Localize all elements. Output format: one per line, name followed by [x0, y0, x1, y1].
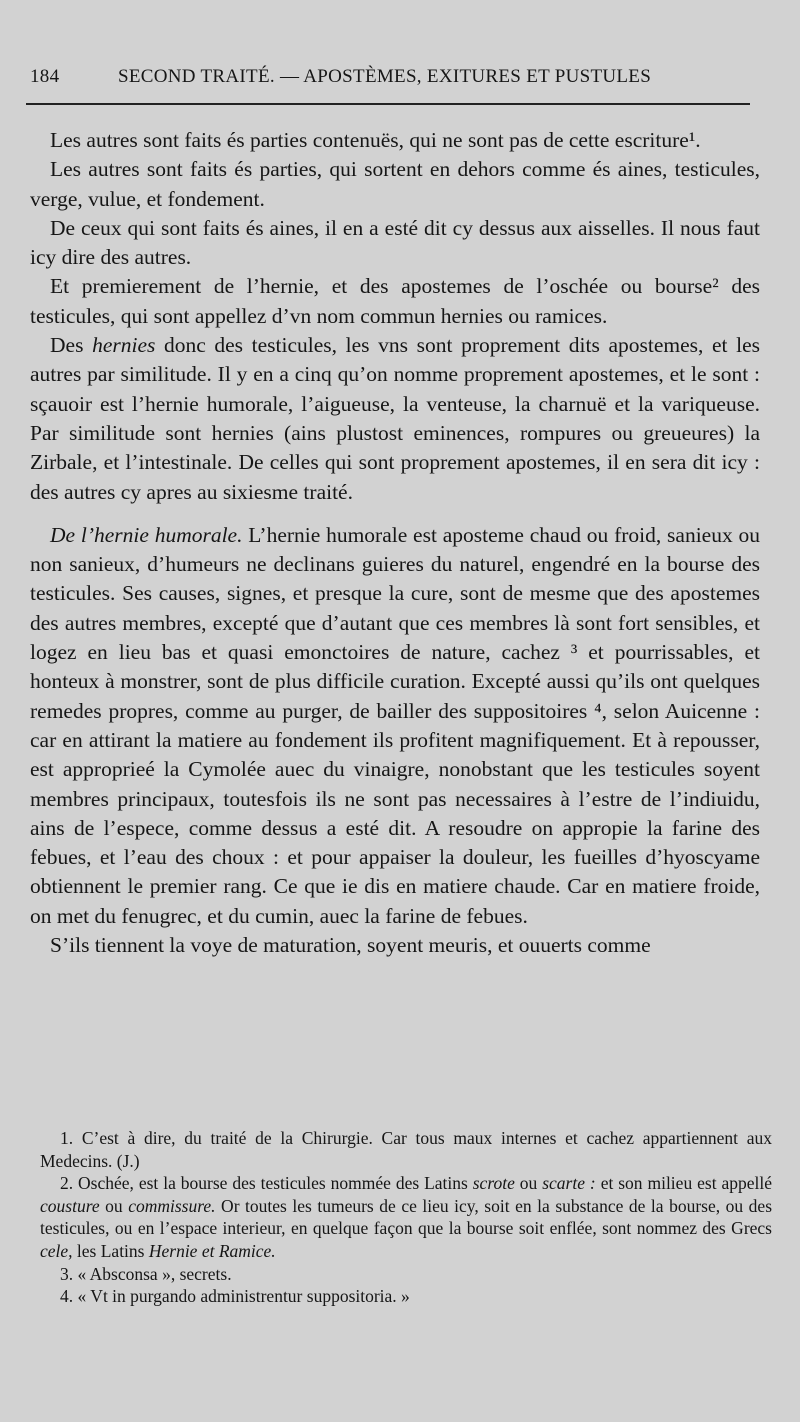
italic-term: cele, — [40, 1240, 73, 1261]
paragraph: Et premierement de l’hernie, et des apostemes de l’oschée ou bourse² des testicules, qui sont appellez d’vn nom commun hernies ou ramices. — [30, 274, 760, 328]
running-title: SECOND TRAITÉ. — APOSTÈMES, EXITURES ET PUSTULES — [118, 66, 652, 87]
paragraph — [30, 521, 760, 931]
italic-term: scarte : — [542, 1173, 596, 1194]
text-run: et son milieu est appellé — [595, 1173, 773, 1194]
paragraph: Les autres sont faits és parties, qui sortent en dehors comme és aines, testicules, verge, vulue, et fondement. — [30, 157, 760, 211]
italic-term: Hernie et Ramice. — [148, 1240, 276, 1261]
header-rule — [26, 103, 750, 105]
paragraph: S’ils tiennent la voye de maturation, soyent meuris, et ouuerts comme — [50, 933, 651, 958]
italic-term: commissure. — [128, 1195, 216, 1216]
paragraph — [30, 331, 760, 507]
footnote-1: 1. C’est à dire, du traité de la Chirurgie. Car tous maux internes et cachez appartiennent aux Medecins. (J.) — [40, 1128, 772, 1171]
text-run: donc des testicules, les vns sont proprement dits apostemes, et les autres par similitude. Il y en a cinq qu’on nomme proprement apostemes, et le sont : sçauoir est l’hernie humorale, l’aigueuse, la venteuse, la charnuë et la variqueuse. Par similitude sont hernies (ains plustost eminences, rompures ou greueures) la Zirbale, et l’intestinale. De celles qui sont proprement apostemes, il en sera dit icy : des autres cy apres au sixiesme traité. — [30, 333, 761, 504]
text-run: L’hernie humorale est aposteme chaud ou froid, sanieux ou non sanieux, d’humeurs ne declinans guieres du naturel, engendré en la bourse des testicules. Ses causes, signes, et presque la cure, sont de mesme que des apostemes des autres membres, excepté que d’autant que ces membres là sont fort sensibles, et logez en lieu bas et quasi emonctoires de nature, cachez ³ et pourrissables, et honteux à monstrer, sont de plus difficile curation. Excepté aussi qu’ils ont quelques remedes propres, comme au purger, de bailler des suppositoires ⁴, selon Auicenne : car en attirant la matiere au fondement ils profitent magnifiquement. Et à repousser, est approprieé la Cymolée auec du vinaigre, nonobstant que les testicules soyent membres principaux, toutesfois ils ne sont pas necessaires à l’estre de l’indiuidu, ains de l’espece, comme dessus a esté dit. A resoudre on appropie la farine des febues, et l’eau des choux : et pour appaiser la douleur, les fueilles d’hyoscyame obtiennent le premier rang. Ce que ie dis en matiere chaude. Car en matiere froide, on met du fenugrec, et du cumin, auec la farine de febues. — [30, 522, 760, 928]
paragraph: De ceux qui sont faits és aines, il en a esté dit cy dessus aux aisselles. Il nous faut icy dire des autres. — [30, 215, 760, 270]
italic-term: scrote — [472, 1173, 515, 1194]
italic-term: cousture — [40, 1195, 100, 1216]
main-text — [30, 126, 760, 960]
text-run: ou — [99, 1195, 129, 1216]
text-run: Or toutes les tumeurs de ce lieu icy, soit en la substance de la bourse, ou des testicules, ou en l’espace interieur, en quelque façon que la bourse soit enflée, sont nommez des Grecs — [40, 1195, 773, 1239]
italic-term: hernies — [92, 333, 156, 358]
text-run: 2. Oschée, est la bourse des testicules nommée des Latins — [60, 1173, 473, 1194]
text-run: les Latins — [72, 1240, 149, 1261]
footnote-2 — [40, 1172, 772, 1262]
paragraph: Les autres sont faits és parties contenuës, qui ne sont pas de cette escriture¹. — [50, 128, 701, 152]
page-number: 184 — [30, 66, 60, 87]
footnotes — [40, 1127, 772, 1308]
footnote-3: 3. « Absconsa », secrets. — [60, 1263, 232, 1284]
text-run: Des — [50, 333, 93, 358]
footnote-4: 4. « Vt in purgando administrentur suppositoria. » — [60, 1286, 410, 1307]
text-run: ou — [514, 1173, 543, 1194]
section-heading: De l’hernie humorale. — [50, 522, 243, 547]
